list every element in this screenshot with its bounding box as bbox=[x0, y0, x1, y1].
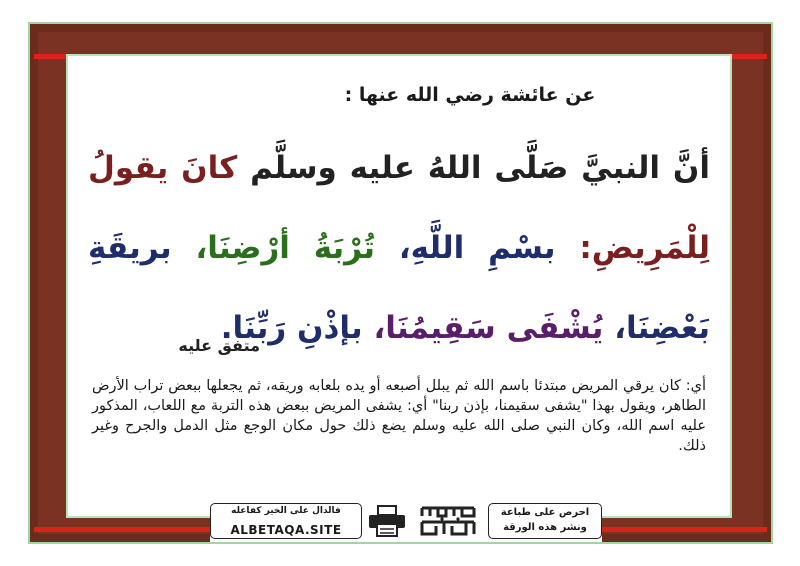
explanation-text: أي: كان يرقي المريض مبتدئا باسم الله ثم يبلل أصبعه أو يده بلعابه وريقه، ثم يجعلها ببعض تراب الأرض الطاهر، ويقول بهذا "يشفى سقيمنا، بإذن ربنا" أي: يشفى المريض ببعض هذه التربة مع اللعاب، المذكور عليه اسم الله، وكان النبي صلى الله عليه وسلم يضع ذلك حول مكان الوجع مثل الدمل والجرح وغير ذلك. bbox=[92, 378, 706, 454]
narrator-line: عن عائشة رضي الله عنها : bbox=[344, 84, 596, 106]
hadith-part-saliva: بريقَةِ بَعْضِنَا، bbox=[88, 230, 710, 346]
hadith-part-intro: أنَّ النبيَّ صَلَّى اللهُ عليه وسلَّم bbox=[237, 150, 710, 186]
hadith-part-saying: كانَ يقولُ لِلْمَرِيضِ: bbox=[88, 150, 711, 266]
albetaqa-logo-icon bbox=[416, 502, 480, 540]
print-reminder-line1: احرص على طباعة bbox=[500, 507, 590, 518]
print-reminder-line2: ونشر هذه الورقة bbox=[503, 522, 587, 533]
site-box[interactable] bbox=[210, 503, 362, 539]
hadith-part-permission: بإذْنِ رَبِّنَا. bbox=[220, 310, 363, 346]
hadith-text bbox=[88, 128, 710, 368]
hadith-part-bismillah: بسْمِ اللَّهِ، bbox=[375, 230, 556, 266]
hadith-source: متفق عليه bbox=[178, 336, 260, 355]
printer-icon bbox=[366, 504, 408, 538]
footer-bar bbox=[210, 500, 602, 542]
card-content bbox=[68, 56, 730, 516]
print-reminder-box bbox=[488, 503, 602, 539]
hadith-card bbox=[68, 56, 730, 516]
hadith-part-healing: يُشْفَى سَقِيمُنَا، bbox=[362, 310, 604, 346]
site-motto: فالدال على الخير كفاعله bbox=[231, 506, 341, 516]
hadith-part-soil: تُرْبَةُ أرْضِنَا، bbox=[171, 230, 376, 266]
site-url[interactable]: ALBETAQA.SITE bbox=[230, 523, 342, 537]
